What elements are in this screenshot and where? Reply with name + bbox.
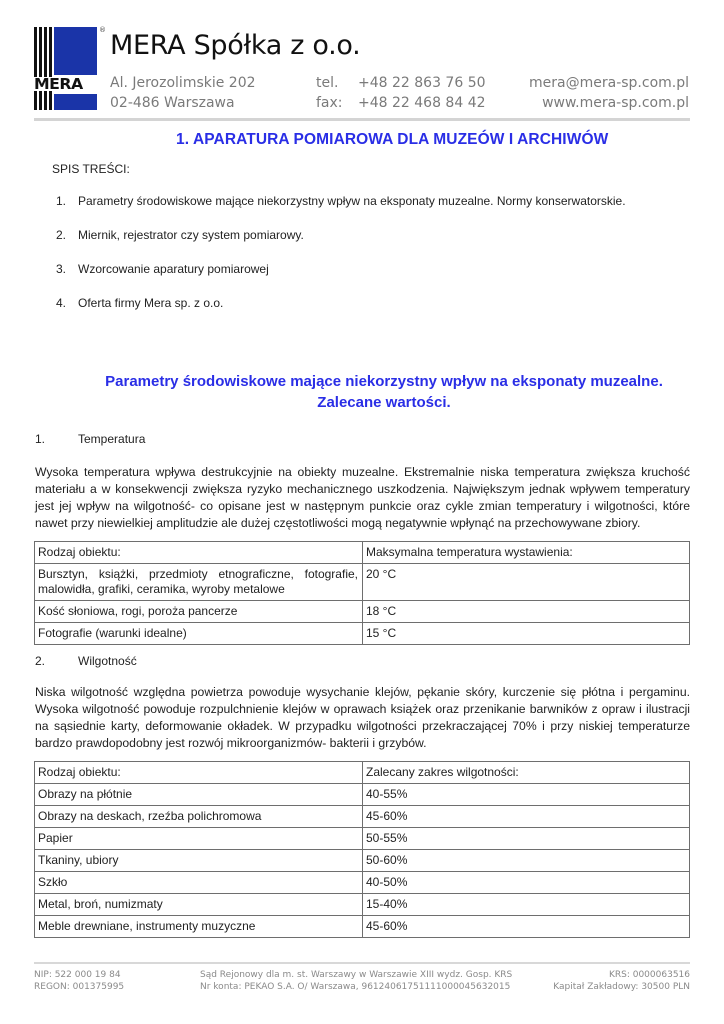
table-cell: Szkło bbox=[35, 872, 363, 894]
table-row bbox=[35, 828, 690, 850]
table-cell: 20 °C bbox=[363, 564, 690, 601]
table-header-row bbox=[35, 542, 690, 564]
regon: REGON: 001375995 bbox=[34, 982, 125, 992]
footer-divider bbox=[34, 962, 690, 964]
logo-blue-block bbox=[54, 27, 97, 75]
section-title-line-2: Zalecane wartości. bbox=[317, 394, 451, 411]
table-cell: 40-55% bbox=[363, 784, 690, 806]
address-line-1: Al. Jerozolimskie 202 bbox=[110, 75, 256, 91]
table-cell: Papier bbox=[35, 828, 363, 850]
table-row bbox=[35, 601, 690, 623]
table-cell: 45-60% bbox=[363, 916, 690, 938]
krs: KRS: 0000063516 bbox=[608, 970, 690, 980]
table-cell: Fotografie (warunki idealne) bbox=[35, 623, 363, 645]
table-row bbox=[35, 564, 690, 601]
section-title bbox=[0, 371, 724, 413]
court-registration: Sąd Rejonowy dla m. st. Warszawy w Warszawie XIII wydz. Gosp. KRS bbox=[200, 970, 513, 980]
humidity-paragraph: Niska wilgotność względna powietrza powoduje wysychanie klejów, pękanie skóry, kurczenie się płótna i pergaminu. Wysoka wilgotność powoduje rozpulchnienie klejów w oprawach książek oraz przenikanie barwników z opraw i ilustracji na sąsiednie karty, deformowanie okładek. W przypadku wilgotności przekraczającej 70% i przy niskiej temperaturze bardzo prawdopodobny jest rozwój mikroorganizmów- bakterii i grzybów. bbox=[35, 685, 690, 750]
table-header-cell: Rodzaj obiektu: bbox=[35, 762, 363, 784]
main-title: 1. APARATURA POMIAROWA DLA MUZEÓW I ARCHIWÓW bbox=[176, 131, 609, 148]
table-cell: 50-60% bbox=[363, 850, 690, 872]
toc-item-number: 3. bbox=[56, 262, 67, 276]
address-line-2: 02-486 Warszawa bbox=[110, 95, 235, 111]
fax-label: fax: bbox=[316, 95, 343, 111]
table-cell: 40-50% bbox=[363, 872, 690, 894]
toc-item-text: Wzorcowanie aparatury pomiarowej bbox=[78, 262, 269, 276]
footer-left bbox=[34, 969, 124, 993]
toc-item-number: 2. bbox=[56, 228, 67, 242]
humidity-table bbox=[34, 761, 690, 938]
tel-value: +48 22 863 76 50 bbox=[358, 75, 486, 91]
footer-right bbox=[553, 969, 690, 993]
table-header-cell: Maksymalna temperatura wystawienia: bbox=[363, 542, 690, 564]
temperature-heading bbox=[35, 432, 145, 446]
logo-stripe bbox=[39, 27, 42, 110]
table-cell: Obrazy na deskach, rzeźba polichromowa bbox=[35, 806, 363, 828]
logo-stripe bbox=[34, 27, 37, 110]
registered-mark: ® bbox=[99, 26, 106, 34]
table-cell: Tkaniny, ubiory bbox=[35, 850, 363, 872]
logo-stripe bbox=[49, 27, 52, 110]
company-name: MERA Spółka z o.o. bbox=[110, 30, 361, 61]
website-link[interactable]: www.mera-sp.com.pl bbox=[542, 95, 689, 111]
temperature-heading-number: 1. bbox=[35, 432, 46, 446]
toc-item bbox=[56, 296, 223, 310]
humidity-heading-number: 2. bbox=[35, 654, 46, 668]
table-cell: Kość słoniowa, rogi, poroża pancerze bbox=[35, 601, 363, 623]
table-row bbox=[35, 850, 690, 872]
toc-item-text: Parametry środowiskowe mające niekorzystny wpływ na eksponaty muzealne. Normy konserwatorskie. bbox=[78, 194, 626, 208]
toc-label: SPIS TREŚCI: bbox=[52, 162, 130, 176]
humidity-heading bbox=[35, 654, 137, 668]
temperature-table bbox=[34, 541, 690, 645]
table-header-cell: Rodzaj obiektu: bbox=[35, 542, 363, 564]
temperature-paragraph: Wysoka temperatura wpływa destrukcyjnie na obiekty muzealne. Ekstremalnie niska temperatura zwiększa kruchość materiału a w konsekwencji zwiększa ryzyko mechanicznego uszkodzenia. Największym jednak wpływem temperatury jest jej wpływ na wilgotność- co opisane jest w następnym punkcie oraz cykle zmian temperatury i wilgotności, które nawet przy niewielkiej amplitudzie ale dużej częstotliwości mogą negatywnie wpłynąć na przechowywane zbiory. bbox=[35, 465, 690, 530]
table-row bbox=[35, 894, 690, 916]
table-row bbox=[35, 623, 690, 645]
temperature-heading-text: Temperatura bbox=[78, 432, 146, 446]
table-cell: 50-55% bbox=[363, 828, 690, 850]
logo-wordmark: MERA bbox=[34, 77, 100, 91]
toc-item bbox=[56, 228, 304, 242]
email-link[interactable]: mera@mera-sp.com.pl bbox=[529, 75, 689, 91]
table-header-cell: Zalecany zakres wilgotności: bbox=[363, 762, 690, 784]
toc-item-number: 1. bbox=[56, 194, 67, 208]
table-row bbox=[35, 916, 690, 938]
table-row bbox=[35, 872, 690, 894]
logo-blue-block bbox=[54, 94, 97, 110]
table-row bbox=[35, 784, 690, 806]
table-header-row bbox=[35, 762, 690, 784]
table-cell: Metal, broń, numizmaty bbox=[35, 894, 363, 916]
share-capital: Kapitał Zakładowy: 30500 PLN bbox=[553, 982, 690, 992]
nip: NIP: 522 000 19 84 bbox=[34, 970, 121, 980]
section-title-line-1: Parametry środowiskowe mające niekorzystny wpływ na eksponaty muzealne. bbox=[105, 373, 663, 390]
table-cell: 15 °C bbox=[363, 623, 690, 645]
footer-center bbox=[200, 969, 512, 993]
toc-item-text: Oferta firmy Mera sp. z o.o. bbox=[78, 296, 224, 310]
logo-stripe bbox=[44, 27, 47, 110]
table-cell: 45-60% bbox=[363, 806, 690, 828]
tel-label: tel. bbox=[316, 75, 339, 91]
table-cell: Bursztyn, książki, przedmioty etnograficzne, fotografie, malowidła, grafiki, ceramika, wyroby metalowe bbox=[35, 564, 363, 601]
toc-item bbox=[56, 262, 269, 276]
table-cell: 18 °C bbox=[363, 601, 690, 623]
table-row bbox=[35, 806, 690, 828]
fax-value: +48 22 468 84 42 bbox=[358, 95, 486, 111]
bank-account: Nr konta: PEKAO S.A. O/ Warszawa, 96124061751111000045632015 bbox=[200, 982, 511, 992]
humidity-heading-text: Wilgotność bbox=[78, 654, 137, 668]
table-cell: 15-40% bbox=[363, 894, 690, 916]
table-cell: Meble drewniane, instrumenty muzyczne bbox=[35, 916, 363, 938]
header-divider bbox=[34, 118, 690, 121]
mera-logo bbox=[34, 27, 97, 110]
toc-item-number: 4. bbox=[56, 296, 67, 310]
table-cell: Obrazy na płótnie bbox=[35, 784, 363, 806]
toc-item-text: Miernik, rejestrator czy system pomiarowy. bbox=[78, 228, 304, 242]
toc-item bbox=[56, 194, 626, 208]
